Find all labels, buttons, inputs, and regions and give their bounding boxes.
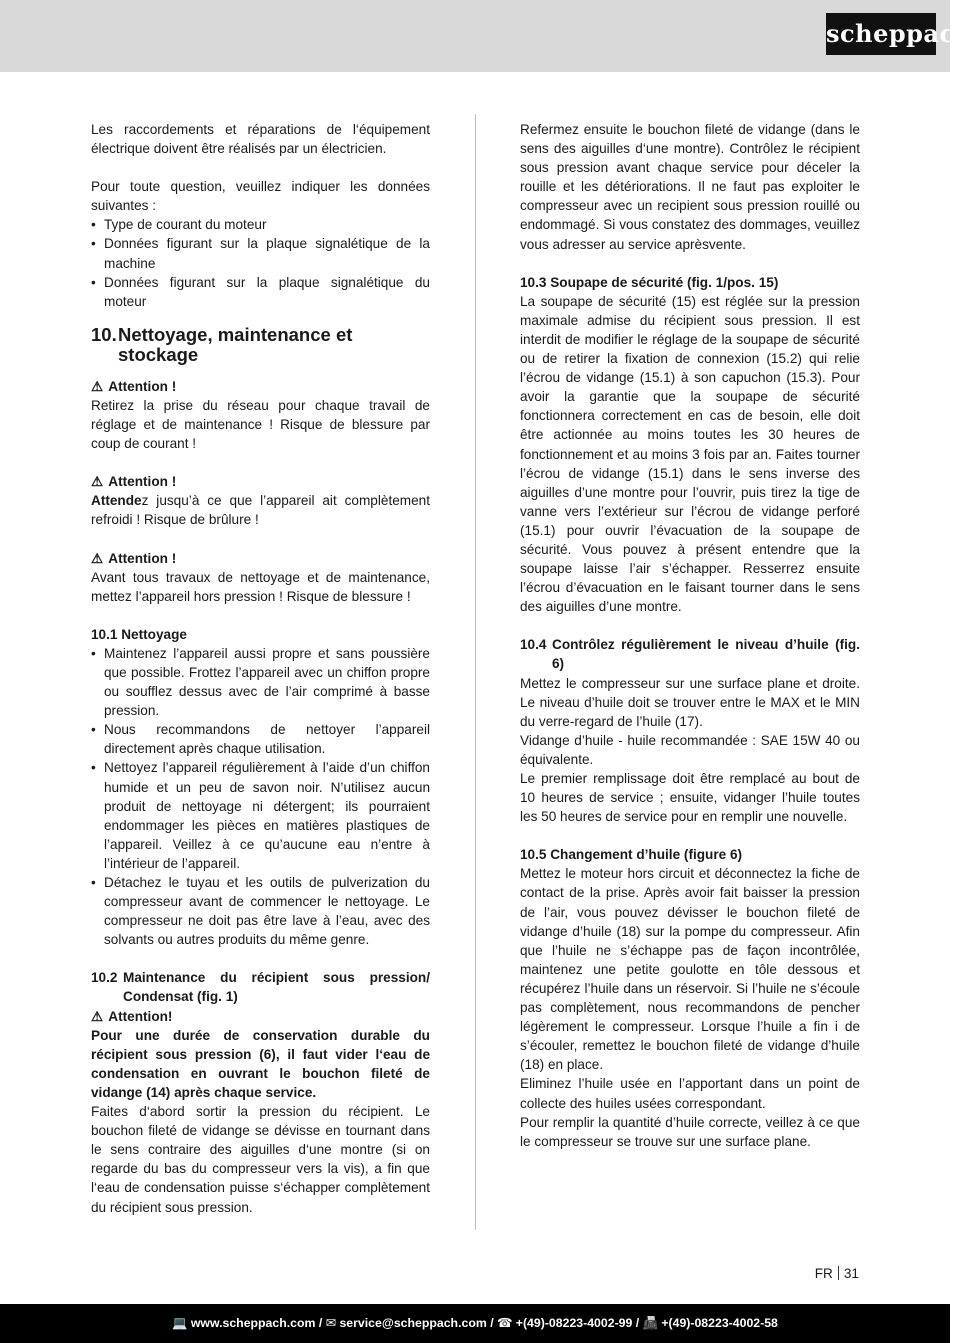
list-item: • Données figurant sur la plaque signalétique du moteur bbox=[91, 273, 430, 311]
paragraph: Mettez le compresseur sur une surface plane et droite. Le niveau d’huile doit se trouver entre le MAX et le MIN du verre-regard de l’huile (17). bbox=[520, 675, 860, 729]
warning-text-rest: z jusqu’à ce que l’appareil ait complètement refroidi ! Risque de brûlure ! bbox=[91, 493, 430, 528]
warning-heading bbox=[91, 377, 430, 396]
email-link[interactable]: service@scheppach.com bbox=[339, 1316, 487, 1330]
page-number-value: 31 bbox=[843, 1266, 859, 1281]
fax-number: +(49)-08223-4002-58 bbox=[661, 1316, 778, 1330]
warning-text: Avant tous travaux de nettoyage et de maintenance, mettez l’appareil hors pression ! Risque de blessure ! bbox=[91, 569, 430, 604]
warning-heading bbox=[91, 472, 430, 491]
paragraph: Le premier remplissage doit être remplacé au bout de 10 heures de service ; ensuite, vidanger l’huile toutes les 50 heures de service pour en remplir une nouvelle. bbox=[520, 771, 860, 825]
warning-triangle-icon: ⚠ bbox=[91, 550, 104, 566]
warning-text-bold: Attende bbox=[91, 493, 142, 509]
phone-icon: ☎ bbox=[497, 1316, 513, 1330]
section-heading-10 bbox=[91, 325, 430, 365]
subsection-heading-10-1: 10.1 Nettoyage bbox=[91, 626, 187, 642]
info-list bbox=[91, 215, 430, 310]
footer-contact-bar bbox=[0, 1304, 950, 1343]
warning-text: Retirez la prise du réseau pour chaque travail de réglage et de maintenance ! Risque de blessure par coup de courant ! bbox=[91, 397, 430, 452]
warning-heading bbox=[91, 549, 430, 568]
cleaning-list bbox=[91, 644, 430, 950]
warning-triangle-icon: ⚠ bbox=[91, 378, 104, 394]
phone-number[interactable]: +(49)-08223-4002-99 bbox=[515, 1316, 633, 1330]
paragraph: Pour remplir la quantité d’huile correcte, veillez à ce que le compresseur se trouve sur une surface plane. bbox=[520, 1114, 860, 1149]
paragraph: Eliminez l’huile usée en l’apportant dans un point de collecte des huiles usées correspondant. bbox=[520, 1076, 860, 1111]
left-column bbox=[91, 120, 430, 1217]
list-item: • Données figurant sur la plaque signalétique de la machine bbox=[91, 234, 430, 272]
right-column bbox=[520, 120, 860, 1151]
subsection-heading-10-4 bbox=[520, 635, 860, 673]
list-item: • Détachez le tuyau et les outils de pulverization du compresseur avant de commencer le nettoyage. Le compresseur ne doit pas être lave à l’eau, avec des solvants ou autres produits du même genre. bbox=[91, 873, 430, 949]
separator: / bbox=[632, 1316, 643, 1330]
warning-heading bbox=[91, 1007, 430, 1026]
list-item: • Nous recommandons de nettoyer l’appareil directement après chaque utilisation. bbox=[91, 720, 430, 758]
separator: / bbox=[315, 1316, 326, 1330]
scheppach-logo: scheppach bbox=[826, 13, 936, 55]
warning-triangle-icon: ⚠ bbox=[91, 474, 104, 490]
header-band bbox=[0, 0, 973, 72]
page-number bbox=[815, 1266, 859, 1281]
computer-icon: 💻 bbox=[172, 1316, 188, 1330]
subsection-number: 10.4 bbox=[520, 637, 547, 653]
subsection-number: 10.2 bbox=[91, 970, 118, 986]
list-item: • Maintenez l’appareil aussi propre et sans poussière que possible. Frottez l’appareil avec un chiffon propre ou soufflez dessus avec de l’air comprimé à basse pression. bbox=[91, 644, 430, 720]
website-link[interactable]: www.scheppach.com bbox=[190, 1316, 316, 1330]
subsection-title: Maintenance du récipient sous pression/ Condensat (fig. 1) bbox=[123, 970, 430, 1005]
section-title: Nettoyage, maintenance et stockage bbox=[118, 323, 353, 365]
paragraph: Refermez ensuite le bouchon fileté de vidange (dans le sens des aiguilles d‘une montre). Contrôlez le récipient sous pression avant chaque service pour déceler la rouille et les détériorations. Il ne faut pas exploiter le compresseur avec un recipient sous pression rouillé ou endommagé. Si vous constatez des dommages, veuillez vous adresser au service aprèsvente. bbox=[520, 122, 860, 252]
language-code: FR bbox=[814, 1266, 833, 1281]
paragraph: Pour toute question, veuillez indiquer les données suivantes : bbox=[91, 179, 430, 214]
column-divider bbox=[475, 114, 476, 1230]
paragraph: Vidange d’huile - huile recommandée : SAE 15W 40 ou équivalente. bbox=[520, 732, 860, 767]
subsection-heading-10-3: 10.3 Soupape de sécurité (fig. 1/pos. 15) bbox=[520, 274, 779, 290]
subsection-heading-10-2 bbox=[91, 968, 430, 1006]
subsection-title: Contrôlez régulièrement le niveau d’huile (fig. 6) bbox=[552, 637, 860, 672]
warning-text bbox=[91, 491, 430, 529]
warning-triangle-icon: ⚠ bbox=[91, 1008, 104, 1024]
subsection-heading-10-5: 10.5 Changement d’huile (figure 6) bbox=[520, 847, 743, 863]
warning-title: Attention ! bbox=[108, 550, 177, 566]
separator: / bbox=[486, 1316, 498, 1330]
paragraph: La soupape de sécurité (15) est réglée sur la pression maximale admise du récipient sous pression. Il est interdit de modifier le réglage de la soupape de sécurité ou de retirer la fixation de connexion (15.2) qui relie l’écrou de vidange (15.1) à son capuchon (15.3). Pour avoir la garantie que la soupape de sécurité fonctionnera correctement en cas de besoin, elle doit être actionnée au moins toutes les 30 heures de fonctionnement et au moins 3 fois par an. Faites tourner l’écrou de vidange (15.1) dans le sens inverse des aiguilles d’une montre pour l’ouvrir, puis tirez la tige de vanne vers l’extérieur sur l’écrou de vidange perforé (15.1) pour ouvrir l’évacuation de la soupape de sécurité. Vous pouvez à présent entendre que la soupape laisse l’air s’échapper. Resserrez ensuite l’écrou d’évacuation en le faisant tourner dans le sens des aiguilles d’une montre. bbox=[520, 293, 860, 615]
list-item: • Type de courant du moteur bbox=[91, 215, 430, 234]
warning-title: Attention! bbox=[108, 1008, 173, 1024]
fax-icon: 📠 bbox=[642, 1316, 658, 1330]
section-number: 10. bbox=[91, 323, 117, 345]
mail-icon: ✉ bbox=[325, 1316, 337, 1330]
paragraph: Les raccordements et réparations de l‘équipement électrique doivent être réalisés par un électricien. bbox=[91, 122, 430, 157]
warning-title: Attention ! bbox=[108, 378, 177, 394]
paragraph: Faites d‘abord sortir la pression du récipient. Le bouchon fileté de vidange se dévisse en tournant dans le sens contraire des aiguilles d‘une montre (si on regarde du bas du compresseur vers la vis), a fin que l‘eau de condensation puisse s‘échapper complètement du récipient sous pression. bbox=[91, 1104, 430, 1215]
list-item: • Nettoyez l’appareil régulièrement à l’aide d’un chiffon humide et un peu de savon noir. N’utilisez aucun produit de nettoyage ni détergent; ils pourraient endommager les pièces en matières plastiques de l’appareil. Veillez à ce qu’aucune eau n’entre à l’intérieur de l’appareil. bbox=[91, 758, 430, 873]
paragraph: Mettez le moteur hors circuit et déconnectez la fiche de contact de la prise. Après avoir fait baisser la pression de l’air, vous pouvez dévisser le bouchon fileté de vidange d’huile (18) sur la pompe du compresseur. Afin que l’huile ne s’échappe pas de façon incontrôlée, maintenez une petite goulotte en tôle dessous et récupérez l’huile dans un réservoir. Si l’huile ne s’écoule pas complètement, nous recommandons de pencher légèrement le compresseur. Lorsque l’huile a fin i de s’écouler, remettez le bouchon fileté de vidange d’huile (18) en place. bbox=[520, 866, 860, 1073]
warning-title: Attention ! bbox=[108, 474, 177, 490]
bold-instruction: Pour une durée de conservation durable du récipient sous pression (6), il faut vider l‘eau de condensation en ouvrant le bouchon fileté de vidange (14) après chaque service. bbox=[91, 1027, 430, 1100]
